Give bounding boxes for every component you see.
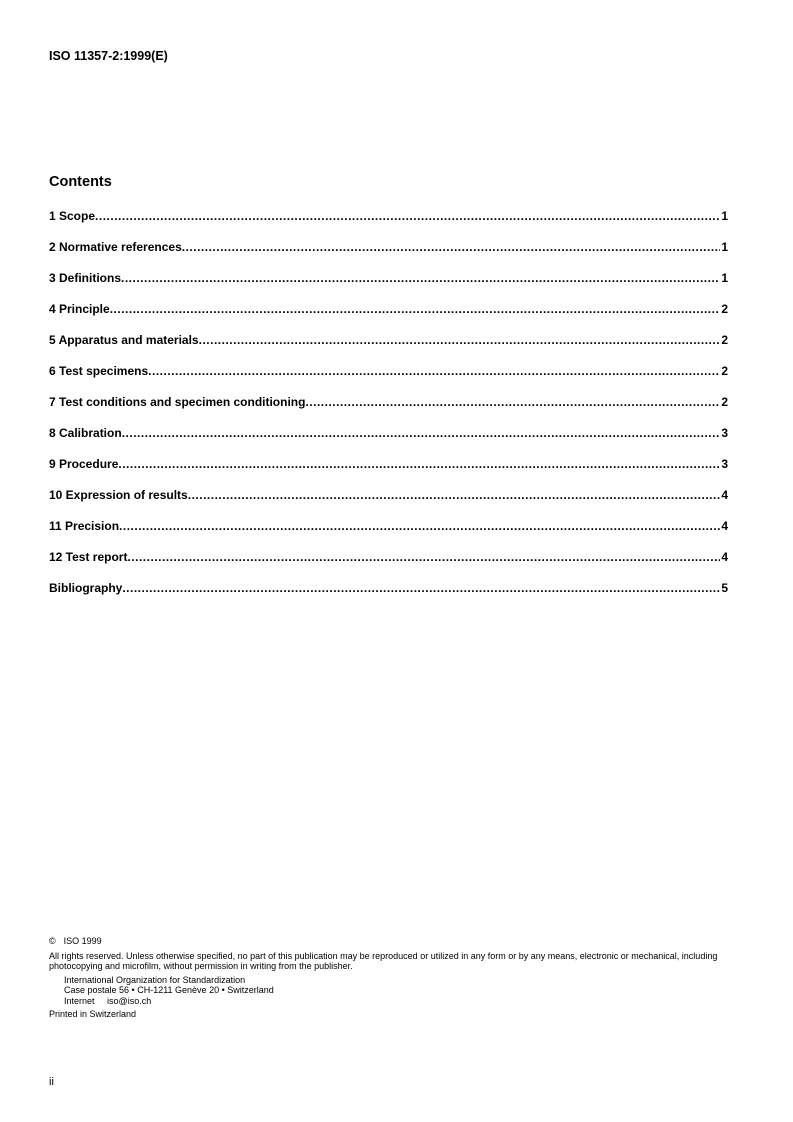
toc-entry[interactable] (49, 550, 728, 581)
toc-entry-label: 9 Procedure (49, 457, 119, 471)
toc-entry-page: 3 (721, 457, 728, 471)
toc-leader-dots (122, 426, 721, 440)
toc-entry[interactable] (49, 209, 728, 240)
toc-entry-label: 3 Definitions (49, 271, 122, 285)
toc-entry[interactable] (49, 364, 728, 395)
toc-entry-page: 4 (721, 519, 728, 533)
toc-leader-dots (118, 457, 720, 471)
toc-entry[interactable] (49, 333, 728, 364)
toc-entry[interactable] (49, 302, 728, 333)
toc-leader-dots (110, 302, 721, 316)
organization-address (49, 975, 739, 1007)
copyright-line (49, 936, 739, 947)
toc-leader-dots (95, 209, 720, 223)
rights-notice: All rights reserved. Unless otherwise specified, no part of this publication may be reproduced or utilized in any form or by any means, electronic or mechanical, including photocopying and microfilm, without permission in writing from the publisher. (49, 950, 718, 971)
copyright-block (49, 936, 739, 1020)
toc-leader-dots (127, 550, 720, 564)
toc-entry[interactable] (49, 271, 728, 302)
toc-entry-page: 2 (721, 395, 728, 409)
copyright-symbol: © (49, 936, 56, 946)
toc-entry-label: 1 Scope (49, 209, 96, 223)
toc-leader-dots (188, 488, 721, 502)
toc-entry-page: 2 (721, 364, 728, 378)
toc-leader-dots (199, 333, 721, 347)
toc-entry-page: 1 (721, 271, 728, 285)
table-of-contents (49, 209, 728, 612)
toc-entry[interactable] (49, 581, 728, 612)
toc-leader-dots (122, 581, 720, 595)
page-number: ii (49, 1076, 54, 1088)
toc-entry[interactable] (49, 426, 728, 457)
toc-entry-page: 1 (721, 209, 728, 223)
toc-entry[interactable] (49, 488, 728, 519)
toc-entry[interactable] (49, 519, 728, 550)
toc-entry-label: 7 Test conditions and specimen conditioning (49, 395, 306, 409)
toc-entry[interactable] (49, 395, 728, 426)
internet-line (64, 996, 739, 1007)
toc-entry-page: 3 (721, 426, 728, 440)
toc-entry-page: 2 (721, 333, 728, 347)
toc-entry-page: 2 (721, 302, 728, 316)
toc-entry-label: 11 Precision (49, 519, 120, 533)
toc-entry[interactable] (49, 457, 728, 488)
postal-address: Case postale 56 • CH-1211 Genève 20 • Switzerland (64, 985, 274, 995)
printed-note: Printed in Switzerland (49, 1009, 137, 1019)
toc-leader-dots (182, 240, 721, 254)
contents-heading: Contents (49, 174, 112, 190)
toc-entry-page: 1 (721, 240, 728, 254)
toc-leader-dots (148, 364, 720, 378)
organization-name: International Organization for Standardization (64, 974, 246, 985)
copyright-year: ISO 1999 (63, 936, 102, 946)
toc-entry-label: 2 Normative references (49, 240, 182, 254)
internet-email-link[interactable]: iso@iso.ch (107, 995, 152, 1006)
document-id: ISO 11357-2:1999(E) (49, 49, 168, 63)
toc-leader-dots (121, 271, 720, 285)
toc-entry-label: 5 Apparatus and materials (49, 333, 199, 347)
toc-entry-label: 6 Test specimens (49, 364, 149, 378)
toc-entry-label: Bibliography (49, 581, 123, 595)
toc-leader-dots (305, 395, 720, 409)
toc-entry-label: 8 Calibration (49, 426, 122, 440)
toc-entry-label: 4 Principle (49, 302, 110, 316)
toc-entry[interactable] (49, 240, 728, 271)
toc-entry-label: 12 Test report (49, 550, 128, 564)
internet-label: Internet (64, 995, 95, 1006)
toc-entry-page: 4 (721, 488, 728, 502)
toc-entry-label: 10 Expression of results (49, 488, 188, 502)
toc-leader-dots (119, 519, 720, 533)
toc-entry-page: 5 (721, 581, 728, 595)
toc-entry-page: 4 (721, 550, 728, 564)
